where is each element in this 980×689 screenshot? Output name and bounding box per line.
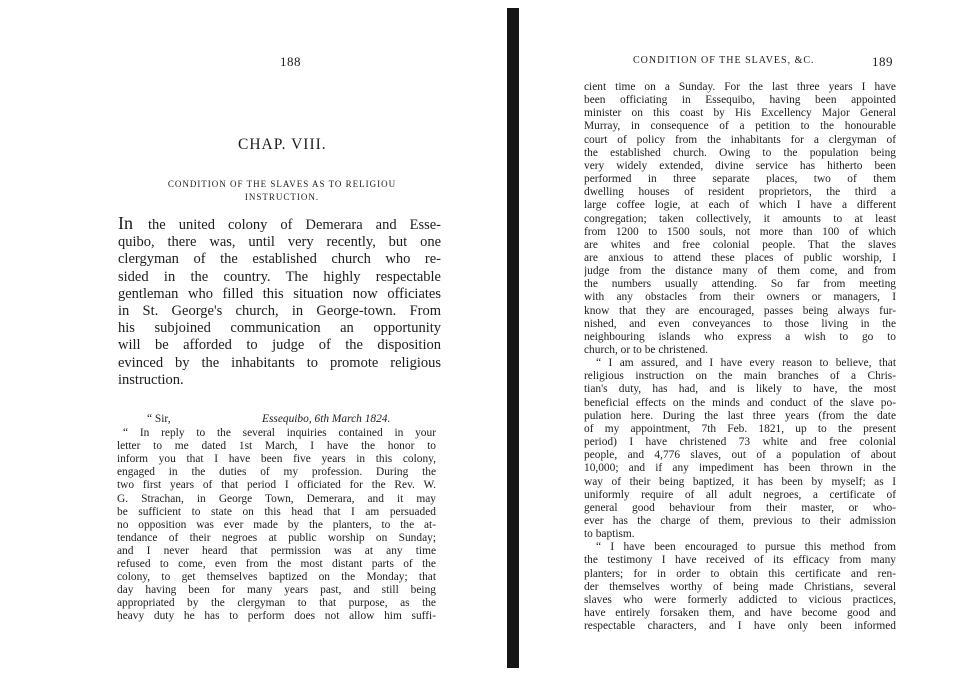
body-line: tian's duty, has had, and is likely to have, the most — [584, 383, 896, 396]
letter-line: be sufficient to state on this head that I am persuaded — [117, 505, 436, 518]
body-line: beneficial effects on the minds and conduct of the slave po- — [584, 396, 896, 409]
body-line: slaves who were formerly addicted to vicious practices, — [584, 593, 896, 606]
body-line: neighbouring islands who express a wish to go to — [584, 330, 896, 343]
body-line: the testimony I have received of its efficacy from many — [584, 554, 896, 567]
body-line: “ I have been encouraged to pursue this method from — [596, 541, 896, 554]
intro-dropcap: In — [118, 213, 133, 233]
body-line: planters; for in order to obtain this certificate and ren- — [584, 567, 896, 580]
letter-line: letter to me dated 1st March, I have the honor to — [117, 440, 436, 453]
body-line: 10,000; and if any impediment has been thrown in the — [584, 462, 896, 475]
body-line: with any obstacles from their owners or managers, I — [584, 291, 896, 304]
letter-line: tendance of their negroes at public worship on Sunday; — [117, 531, 436, 544]
body-line: religious instruction on the main branches of a Chris- — [584, 370, 896, 383]
body-line: been officiating in Essequibo, having been appointed — [584, 94, 896, 107]
body-line: dwelling houses of resident proprietors, the third a — [584, 186, 896, 199]
body-line: the established church. Owing to the population being — [584, 146, 896, 159]
body-line: uniformly require of all adult negroes, a certificate of — [584, 488, 896, 501]
left-page-number: 188 — [280, 54, 301, 69]
letter-line: heavy duty he has to perform does not allow him suffi- — [117, 610, 436, 623]
body-line: to baptism. — [584, 528, 635, 541]
body-line: ever has the charge of them, previous to their admission — [584, 514, 896, 527]
intro-line: in St. George's church, in George-town. From — [118, 303, 441, 319]
letter-line: day having been for many years past, and still being — [117, 584, 436, 597]
letter-line: “ In reply to the several inquiries contained in your — [123, 427, 436, 439]
letter-line: colony, to get themselves baptized on the Monday; that — [117, 571, 436, 584]
running-head: CONDITION OF THE SLAVES, &C. — [633, 55, 815, 66]
body-line: respectable characters, and I have only been informed — [584, 620, 896, 633]
body-line: court of policy from the inhabitants for a clergyman of — [584, 133, 896, 146]
letter-line: and I never heard that permission was at any time — [117, 544, 436, 557]
letter-line: no opposition was ever made by the planters, to the at- — [117, 518, 436, 531]
chapter-subtitle-line-1: CONDITION OF THE SLAVES AS TO RELIGIOU — [167, 179, 397, 189]
intro-line: evinced by the inhabitants to promote religious — [118, 354, 441, 371]
body-line: congregation; taken collectively, it amounts to at least — [584, 212, 896, 225]
body-line: of my appointment, 7th Feb. 1821, up to the present — [584, 422, 896, 435]
right-page-number: 189 — [872, 54, 893, 69]
body-line: pulation here. During the last three years (from the date — [584, 409, 896, 422]
intro-line: instruction. — [118, 371, 184, 388]
book-spine — [507, 8, 519, 668]
letter-dateline: Essequibo, 6th March 1824. — [262, 413, 391, 425]
body-line: very widely extended, divine service has hitherto been — [584, 159, 896, 172]
intro-line: gentleman who filled this situation now officiates — [118, 285, 441, 302]
body-line: Murray, in consequence of a petition to the honourable — [584, 120, 896, 133]
body-line: way of their being baptized, it has been by myself; as I — [584, 475, 896, 488]
body-line: are anxious to attend these places of public worship, I — [584, 251, 896, 264]
chapter-heading: CHAP. VIII. — [238, 136, 327, 153]
body-line: general good behaviour from their master, or who- — [584, 501, 896, 514]
body-line: der themselves worthy of being made Christians, several — [584, 580, 896, 593]
letter-line: refused to come, even from the most distant parts of the — [117, 558, 436, 570]
body-line: minister on this coast by His Excellency Major General — [584, 107, 896, 120]
intro-line: clergyman of the established church who re- — [118, 251, 441, 268]
body-line: know that they are encouraged, passes being always fur- — [584, 304, 896, 317]
letter-line: G. Strachan, in George Town, Demerara, and it may — [117, 492, 436, 505]
intro-line: the united colony of Demerara and Esse- — [148, 217, 441, 233]
body-line: large coffee logie, at each of which I have a different — [584, 199, 896, 212]
letter-line: appropriated by the clergyman to that purpose, as the — [117, 597, 436, 610]
intro-line: his subjoined communication an opportunity — [118, 320, 441, 337]
body-line: cient time on a Sunday. For the last three years I have — [584, 81, 896, 93]
letter-line: engaged in the duties of my profession. During the — [117, 466, 436, 479]
body-line: “ I am assured, and I have every reason to believe, that — [596, 357, 896, 370]
body-line: the numbers usually attending. So far from meeting — [584, 278, 896, 291]
body-line: people, and 4,776 slaves, out of a population of about — [584, 449, 896, 462]
letter-line: two first years of that period I officiated for the Rev. W. — [117, 479, 436, 492]
body-line: period) I have christened 73 white and free colonial — [584, 436, 896, 449]
intro-line: quibo, there was, until very recently, but one — [118, 234, 441, 251]
chapter-subtitle-line-2: INSTRUCTION. — [244, 192, 320, 202]
body-line: church, or to be christened. — [584, 344, 708, 356]
body-line: judge from the distance many of them come, and from — [584, 265, 896, 278]
body-line: nished, and even conveyances to those living in the — [584, 317, 896, 330]
body-line: are whites and free colonial people. That the slaves — [584, 238, 896, 251]
body-line: performed in three separate places, two of them — [584, 173, 896, 186]
letter-salutation: “ Sir, — [147, 413, 171, 425]
body-line: have entirely forsaken them, and have become good and — [584, 607, 896, 619]
body-line: from 1200 to 1500 souls, not more than 100 of which — [584, 225, 896, 238]
intro-line: will be afforded to judge of the disposition — [118, 337, 441, 354]
letter-line: inform you that I have been five years in this colony, — [117, 453, 436, 466]
intro-line: sided in the country. The highly respectable — [118, 268, 441, 285]
